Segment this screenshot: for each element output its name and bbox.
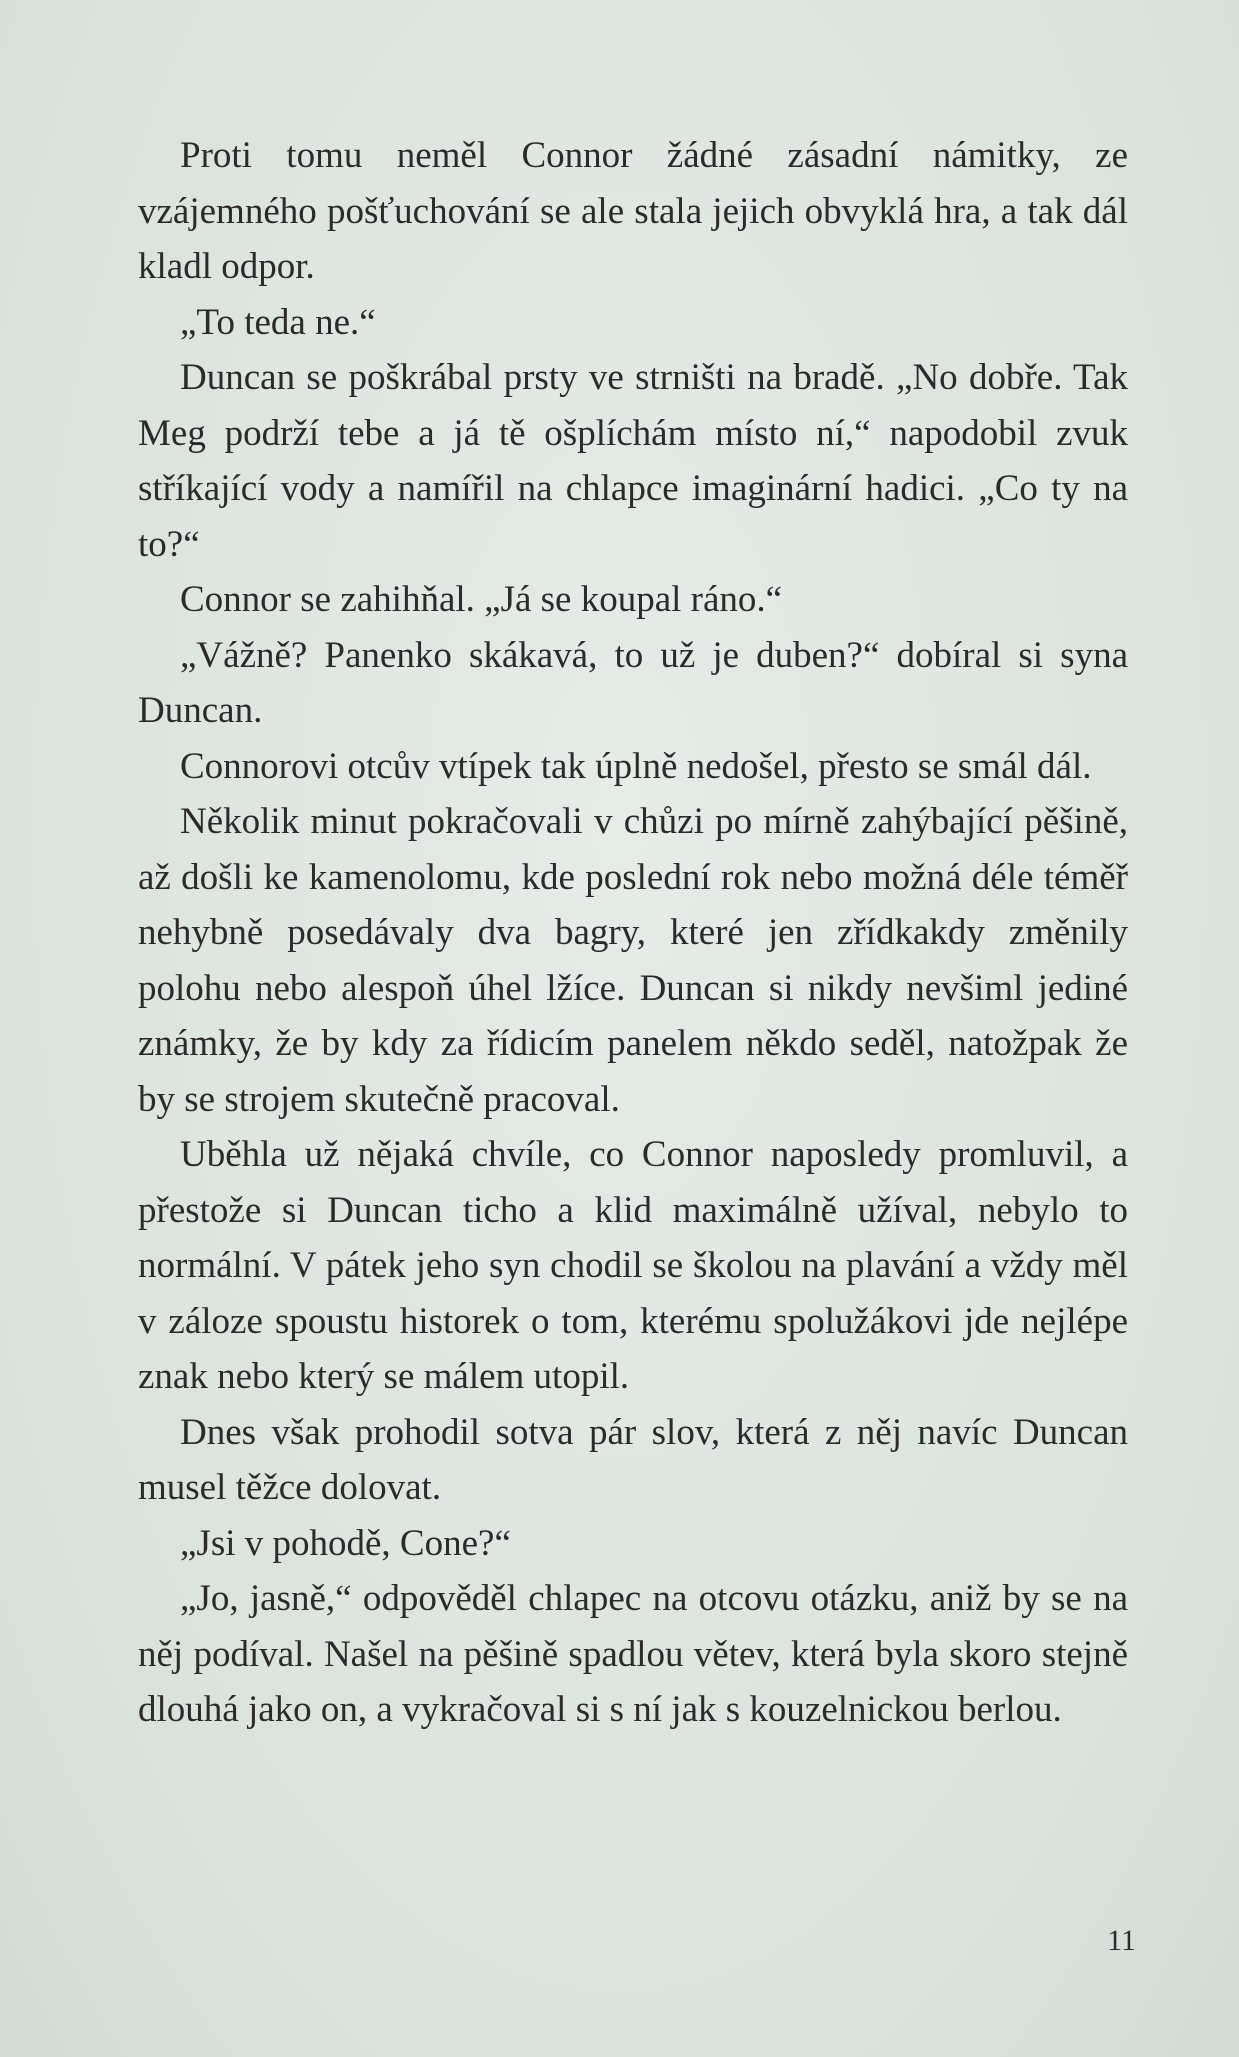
paragraph: Několik minut pokračovali v chůzi po mírně zahýbající pěšině, až došli ke kamenolomu, kde poslední rok nebo možná déle téměř nehybně posedávaly dva bagry, které jen zřídkakdy změnily polohu nebo alespoň úhel lžíce. Duncan si nikdy nevšiml jediné známky, že by kdy za řídicím panelem někdo seděl, natožpak že by se strojem skutečně pracoval. — [138, 801, 1128, 1120]
paragraph: Connor se zahihňal. „Já se koupal ráno.“ — [180, 579, 783, 620]
paragraph: Uběhla už nějaká chvíle, co Connor naposledy promluvil, a přestože si Duncan ticho a klid maximálně užíval, nebylo to normální. V pátek jeho syn chodil se školou na plavání a vždy měl v záloze spoustu historek o tom, kterému spolužákovi jde nejlépe znak nebo který se málem utopil. — [138, 1134, 1128, 1397]
paragraph: Proti tomu neměl Connor žádné zásadní námitky, ze vzájemného pošťuchování se ale stala jejich obvyklá hra, a tak dál kladl odpor. — [138, 135, 1128, 287]
body-text — [138, 128, 1128, 1738]
paragraph: „Vážně? Panenko skákavá, to už je duben?“ dobíral si syna Duncan. — [138, 634, 1128, 731]
paragraph: Duncan se poškrábal prsty ve strništi na bradě. „No dobře. Tak Meg podrží tebe a já tě ošplíchám místo ní,“ napodobil zvuk stříkající vody a namířil na chlapce imaginární hadici. „Co ty na to?“ — [138, 357, 1128, 565]
page-number: 11 — [1107, 1924, 1136, 1957]
paragraph: „To teda ne.“ — [180, 301, 376, 343]
paragraph: Connorovi otcův vtípek tak úplně nedošel, přesto se smál dál. — [180, 745, 1092, 787]
paragraph: „Jo, jasně,“ odpověděl chlapec na otcovu otázku, aniž by se na něj podíval. Našel na pěšině spadlou větev, která byla skoro stejně dlouhá jako on, a vykračoval si s ní jak s kouzelnickou berlou. — [138, 1578, 1128, 1730]
paragraph: Dnes však prohodil sotva pár slov, která z něj navíc Duncan musel těžce dolovat. — [138, 1411, 1128, 1508]
paragraph: „Jsi v pohodě, Cone?“ — [180, 1522, 511, 1564]
